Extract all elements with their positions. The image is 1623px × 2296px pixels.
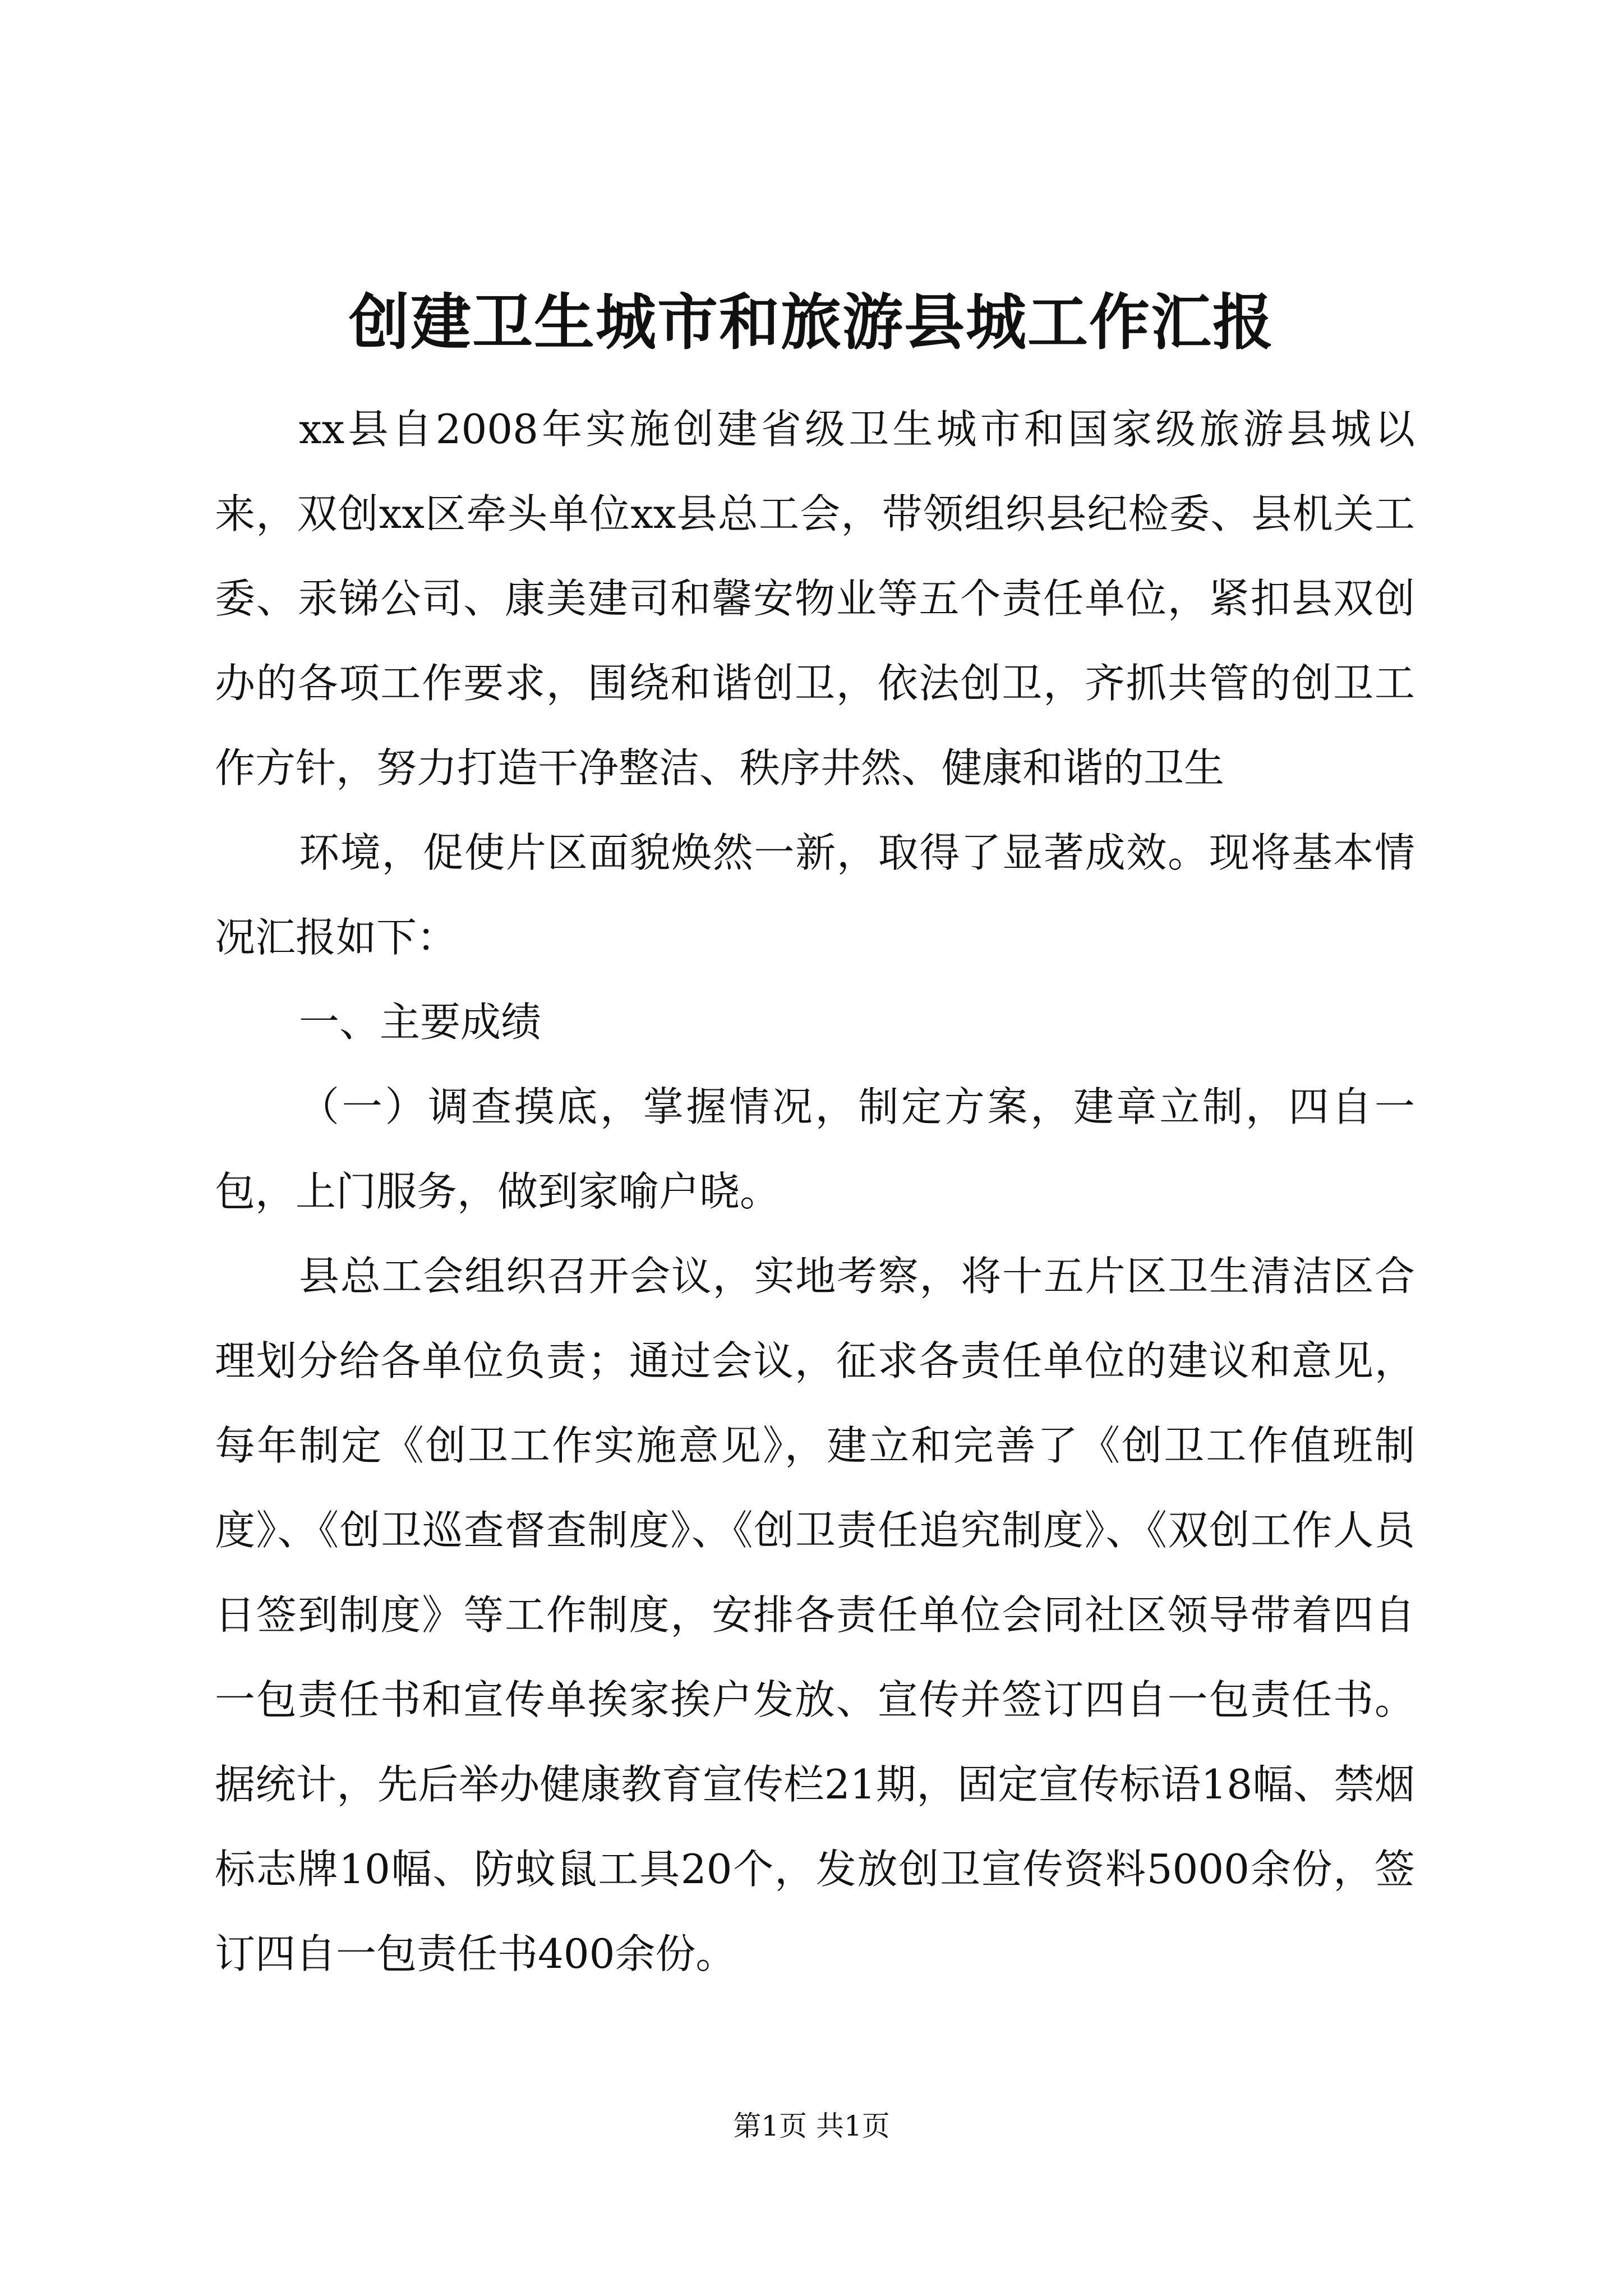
document-title: 创建卫生城市和旅游县城工作汇报 bbox=[348, 287, 1274, 358]
page-footer: 第1页 共1页 bbox=[733, 2110, 890, 2142]
section-heading-main-achievements: 一、主要成绩 bbox=[299, 999, 542, 1046]
document-body bbox=[215, 387, 1415, 1996]
paragraph-details: 县总工会组织召开会议，实地考察，将十五片区卫生清洁区合理划分给各单位负责；通过会议，征求各责任单位的建议和意见，每年制定《创卫工作实施意见》，建立和完善了《创卫工作值班制度》、《创卫巡查督查制度》、《创卫责任追究制度》、《双创工作人员日签到制度》等工作制度，安排各责任单位会同社区领导带着四自一包责任书和宣传单挨家挨户发放、宣传并签订四自一包责任书。据统计，先后举办健康教育宣传栏21期，固定宣传标语18幅、禁烟标志牌10幅、防蚊鼠工具20个，发放创卫宣传资料5000余份，签订四自一包责任书400余份。 bbox=[215, 1253, 1415, 1977]
subsection-heading-1: （一）调查摸底，掌握情况，制定方案，建章立制，四自一包，上门服务，做到家喻户晓。 bbox=[215, 1083, 1415, 1215]
paragraph-intro-continued: 环境，促使片区面貌焕然一新，取得了显著成效。现将基本情况汇报如下： bbox=[215, 829, 1415, 961]
paragraph-intro: xx县自2008年实施创建省级卫生城市和国家级旅游县城以来，双创xx区牵头单位xx县总工会，带领组织县纪检委、县机关工委、汞锑公司、康美建司和馨安物业等五个责任单位，紧扣县双创办的各项工作要求，围绕和谐创卫，依法创卫，齐抓共管的创卫工作方针，努力打造干净整洁、秩序井然、健康和谐的卫生 bbox=[215, 406, 1415, 792]
